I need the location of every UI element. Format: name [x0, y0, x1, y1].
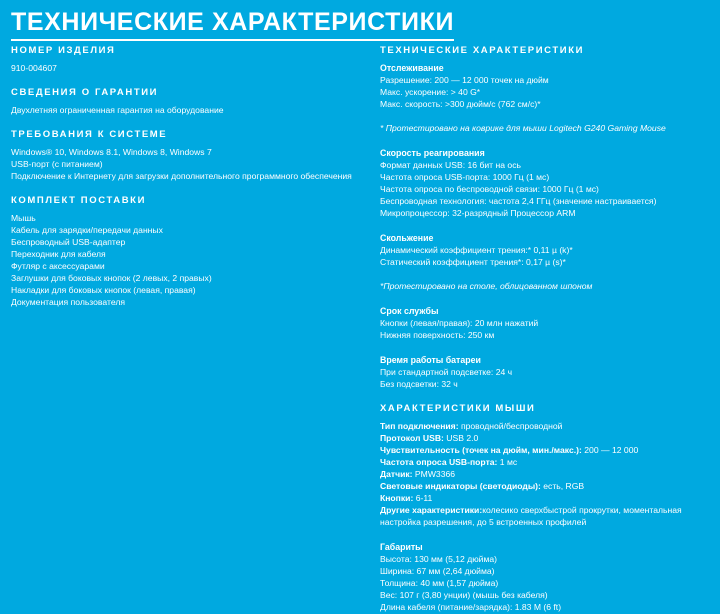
tracking-item: Разрешение: 200 — 12 000 точек на дюйм	[380, 75, 549, 85]
spec-label: Световые индикаторы (светодиоды):	[380, 481, 541, 491]
page-title: ТЕХНИЧЕСКИЕ ХАРАКТЕРИСТИКИ	[11, 8, 454, 41]
package-item: Заглушки для боковых кнопок (2 левых, 2 правых)	[11, 273, 212, 283]
dimension-item: Ширина: 67 мм (2,64 дюйма)	[380, 566, 495, 576]
spec-label: Датчик:	[380, 469, 413, 479]
left-column	[11, 45, 356, 321]
mouse-spec-row	[380, 468, 715, 480]
part-number-value: 910-004607	[11, 63, 57, 73]
warranty-section	[11, 87, 356, 116]
responsiveness-item: Формат данных USB: 16 бит на ось	[380, 160, 521, 170]
mouse-spec-row	[380, 480, 715, 492]
dimension-item: Вес: 107 г (3,80 унции) (мышь без кабеля)	[380, 590, 548, 600]
responsiveness-item: Частота опроса по беспроводной связи: 1000 Гц (1 мс)	[380, 184, 599, 194]
spec-label: Другие характеристики:	[380, 505, 483, 515]
spec-value: 6-11	[413, 493, 433, 503]
package-section	[11, 195, 356, 308]
section-heading-mouse: ХАРАКТЕРИСТИКИ МЫШИ	[380, 403, 536, 414]
mouse-specs-group	[380, 420, 715, 528]
requirement-item: USB-порт (с питанием)	[11, 159, 103, 169]
responsiveness-item: Микропроцессор: 32-разрядный Процессор ARM	[380, 208, 576, 218]
dimension-item: Высота: 130 мм (5,12 дюйма)	[380, 554, 498, 564]
mouse-spec-row	[380, 504, 715, 528]
responsiveness-title: Скорость реагирования	[380, 148, 485, 158]
dimensions-group	[380, 541, 715, 613]
spec-value: PMW3366	[412, 469, 456, 479]
glide-item: Статический коэффициент трения*: 0,17 µ (s)*	[380, 257, 566, 267]
glide-note: *Протестировано на столе, облицованном шпоном	[380, 281, 593, 291]
tracking-note: * Протестировано на коврике для мыши Logitech G240 Gaming Mouse	[380, 123, 666, 133]
spec-value: есть, RGB	[540, 481, 585, 491]
durability-title: Срок службы	[380, 306, 439, 316]
battery-item: Без подсветки: 32 ч	[380, 379, 458, 389]
package-item: Футляр с аксессуарами	[11, 261, 105, 271]
package-item: Мышь	[11, 213, 36, 223]
mouse-spec-row	[380, 456, 715, 468]
section-heading-requirements: ТРЕБОВАНИЯ К СИСТЕМЕ	[11, 129, 168, 140]
requirements-section	[11, 129, 356, 182]
battery-title: Время работы батареи	[380, 355, 481, 365]
responsiveness-item: Беспроводная технология: частота 2,4 ГГц (значение настраивается)	[380, 196, 657, 206]
spec-label: Тип подключения:	[380, 421, 459, 431]
battery-item: При стандартной подсветке: 24 ч	[380, 367, 513, 377]
warranty-value: Двухлетняя ограниченная гарантия на оборудование	[11, 105, 224, 115]
spec-value: проводной/беспроводной	[458, 421, 563, 431]
section-heading-tech: ТЕХНИЧЕСКИЕ ХАРАКТЕРИСТИКИ	[380, 45, 585, 56]
right-column	[380, 45, 715, 613]
dimension-item: Длина кабеля (питание/зарядка): 1.83 M (6 ft)	[380, 602, 562, 612]
spec-label: Кнопки:	[380, 493, 414, 503]
part-number-section	[11, 45, 356, 74]
section-heading-part-number: НОМЕР ИЗДЕЛИЯ	[11, 45, 116, 56]
package-item: Кабель для зарядки/передачи данных	[11, 225, 163, 235]
spec-value: 1 мс	[497, 457, 518, 467]
package-item: Накладки для боковых кнопок (левая, правая)	[11, 285, 196, 295]
dimension-item: Толщина: 40 мм (1,57 дюйма)	[380, 578, 499, 588]
tracking-item: Макс. ускорение: > 40 G*	[380, 87, 481, 97]
section-heading-warranty: СВЕДЕНИЯ О ГАРАНТИИ	[11, 87, 159, 98]
responsiveness-group	[380, 147, 715, 219]
durability-group	[380, 305, 715, 341]
mouse-spec-row	[380, 420, 715, 432]
package-item: Документация пользователя	[11, 297, 125, 307]
requirement-item: Windows® 10, Windows 8.1, Windows 8, Windows 7	[11, 147, 212, 157]
spec-label: Частота опроса USB-порта:	[380, 457, 498, 467]
glide-title: Скольжение	[380, 233, 434, 243]
mouse-spec-row	[380, 432, 715, 444]
tracking-title: Отслеживание	[380, 63, 444, 73]
responsiveness-item: Частота опроса USB-порта: 1000 Гц (1 мс)	[380, 172, 550, 182]
spec-value: 200 — 12 000	[581, 445, 639, 455]
spec-value: колесико сверхбыстрой прокрутки, моментальная настройка разрешения, до 5 встроенных профилей	[380, 505, 682, 527]
mouse-spec-row	[380, 492, 715, 504]
spec-label: Чувствительность (точек на дюйм, мин./макс.):	[380, 445, 582, 455]
section-heading-package: КОМПЛЕКТ ПОСТАВКИ	[11, 195, 147, 206]
spec-label: Протокол USB:	[380, 433, 444, 443]
glide-item: Динамический коэффициент трения:* 0,11 µ (k)*	[380, 245, 573, 255]
spec-value: USB 2.0	[443, 433, 479, 443]
mouse-spec-row	[380, 444, 715, 456]
package-item: Переходник для кабеля	[11, 249, 106, 259]
package-item: Беспроводный USB-адаптер	[11, 237, 126, 247]
battery-group	[380, 354, 715, 390]
glide-group	[380, 232, 715, 292]
tracking-group	[380, 62, 715, 134]
durability-item: Кнопки (левая/правая): 20 млн нажатий	[380, 318, 539, 328]
durability-item: Нижняя поверхность: 250 км	[380, 330, 495, 340]
dimensions-title: Габариты	[380, 542, 423, 552]
tracking-item: Макс. скорость: >300 дюйм/с (762 см/с)*	[380, 99, 541, 109]
requirement-item: Подключение к Интернету для загрузки дополнительного программного обеспечения	[11, 171, 352, 181]
